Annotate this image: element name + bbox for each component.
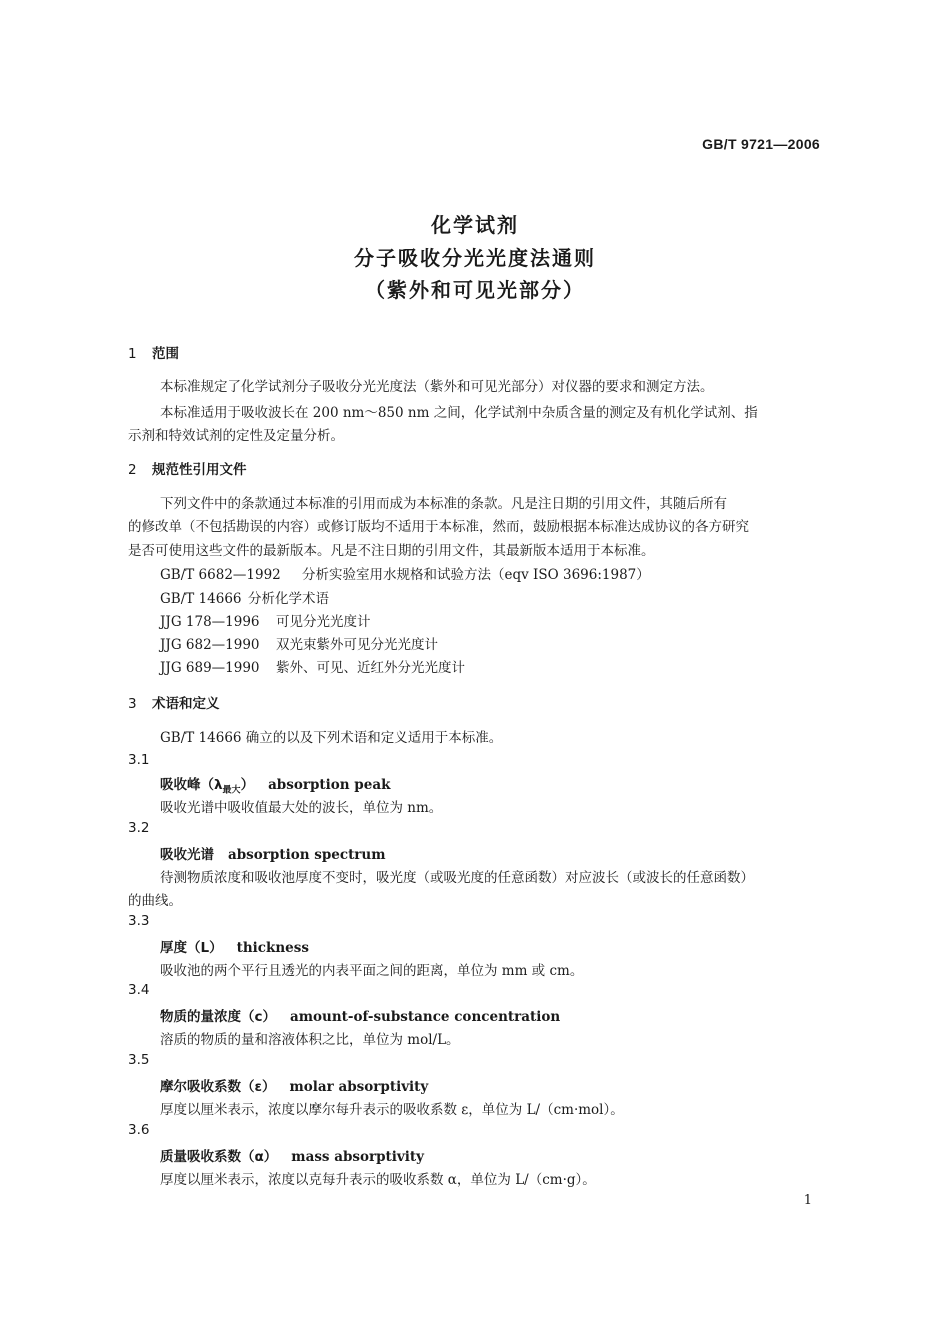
section-number: 1 (128, 346, 137, 362)
term-zh: 质量吸收系数（α） (160, 1149, 278, 1165)
term-zh: 厚度（L） (160, 940, 223, 956)
term-definition: 吸收池的两个平行且透光的内表平面之间的距离，单位为 mm 或 cm。 (160, 963, 584, 979)
term-zh (160, 777, 255, 796)
reference-code: GB/T 6682—1992 (160, 567, 281, 583)
term-zh-text: 吸收峰（λ (160, 777, 223, 793)
reference-item (160, 656, 465, 676)
term-en: mass absorptivity (291, 1149, 424, 1165)
reference-code: JJG 689—1990 (160, 660, 260, 676)
term-number: 3.2 (128, 820, 150, 836)
section-number: 3 (128, 696, 137, 712)
term-definition-line-1: 待测物质浓度和吸收池厚度不变时，吸光度（或吸光度的任意函数）对应波长（或波长的任意函数） (160, 870, 754, 886)
term-number: 3.3 (128, 913, 150, 929)
standard-code: GB/T 9721—2006 (702, 136, 820, 152)
section-title: 术语和定义 (152, 696, 220, 712)
reference-title: 分析实验室用水规格和试验方法（eqv ISO 3696:1987） (302, 567, 650, 583)
section-1-paragraph-2: 本标准适用于吸收波长在 200 nm～850 nm 之间，化学试剂中杂质含量的测定及有机化学试剂、指 (160, 405, 758, 421)
term-en: molar absorptivity (289, 1079, 429, 1095)
section-2-paragraph-line-2: 的修改单（不包括勘误的内容）或修订版均不适用于本标准，然而，鼓励根据本标准达成协议的各方研究 (128, 519, 749, 535)
term-en: amount-of-substance concentration (290, 1009, 561, 1025)
page-number: 1 (803, 1193, 812, 1208)
reference-code: JJG 682—1990 (160, 637, 260, 653)
reference-title: 可见分光光度计 (276, 614, 371, 630)
term-heading (160, 1075, 428, 1095)
term-zh-close: ） (240, 777, 255, 793)
term-definition: 溶质的物质的量和溶液体积之比，单位为 mol/L。 (160, 1032, 460, 1048)
term-en: thickness (236, 940, 309, 956)
term-en: absorption spectrum (228, 847, 386, 863)
reference-item (160, 587, 329, 607)
term-heading (160, 1005, 560, 1025)
term-heading (160, 773, 390, 796)
term-heading (160, 936, 309, 956)
section-1-heading (128, 342, 179, 362)
reference-title: 双光束紫外可见分光光度计 (276, 637, 438, 653)
title-line-3: （紫外和可见光部分） (365, 278, 585, 302)
section-title: 范围 (152, 346, 179, 362)
term-number: 3.4 (128, 982, 150, 998)
section-number: 2 (128, 462, 137, 478)
section-title: 规范性引用文件 (152, 462, 247, 478)
term-number: 3.1 (128, 752, 150, 768)
term-heading (160, 843, 386, 863)
reference-item (160, 563, 650, 583)
title-line-2: 分子吸收分光光度法通则 (354, 246, 596, 270)
section-1-paragraph-2-cont: 示剂和特效试剂的定性及定量分析。 (128, 428, 344, 444)
section-1-paragraph-1: 本标准规定了化学试剂分子吸收分光光度法（紫外和可见光部分）对仪器的要求和测定方法。 (160, 379, 714, 395)
section-3-intro: GB/T 14666 确立的以及下列术语和定义适用于本标准。 (160, 730, 503, 746)
term-heading (160, 1145, 424, 1165)
term-subscript: 最大 (222, 785, 241, 796)
reference-code: GB/T 14666 (160, 591, 242, 607)
term-number: 3.5 (128, 1052, 150, 1068)
reference-title: 紫外、可见、近红外分光光度计 (276, 660, 465, 676)
term-definition: 吸收光谱中吸收值最大处的波长，单位为 nm。 (160, 800, 443, 816)
reference-title: 分析化学术语 (248, 591, 329, 607)
term-definition: 厚度以厘米表示，浓度以摩尔每升表示的吸收系数 ε，单位为 L/（cm·mol）。 (160, 1102, 624, 1118)
section-2-heading (128, 458, 247, 478)
reference-code: JJG 178—1996 (160, 614, 260, 630)
term-zh: 摩尔吸收系数（ε） (160, 1079, 276, 1095)
section-2-paragraph-line-1: 下列文件中的条款通过本标准的引用而成为本标准的条款。凡是注日期的引用文件，其随后所有 (160, 496, 727, 512)
term-definition: 厚度以厘米表示，浓度以克每升表示的吸收系数 α，单位为 L/（cm·g）。 (160, 1172, 596, 1188)
reference-item (160, 610, 371, 630)
term-zh: 吸收光谱 (160, 847, 214, 863)
section-2-paragraph-line-3: 是否可使用这些文件的最新版本。凡是不注日期的引用文件，其最新版本适用于本标准。 (128, 543, 655, 559)
reference-item (160, 633, 438, 653)
section-3-heading (128, 692, 220, 712)
term-zh: 物质的量浓度（c） (160, 1009, 277, 1025)
term-en: absorption peak (268, 777, 391, 793)
term-number: 3.6 (128, 1122, 150, 1138)
title-line-1: 化学试剂 (431, 213, 519, 237)
term-definition-line-2: 的曲线。 (128, 893, 182, 909)
